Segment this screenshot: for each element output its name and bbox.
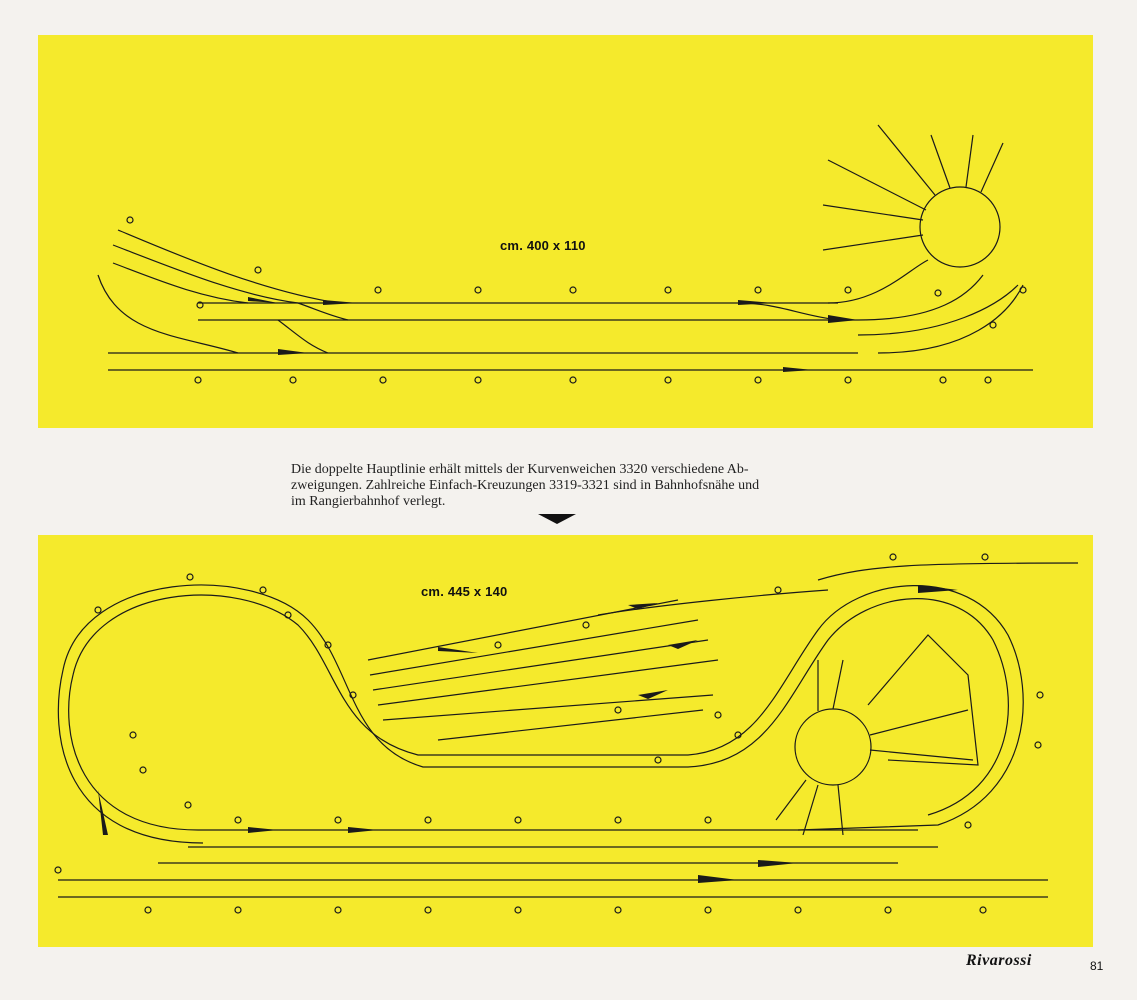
track-line <box>858 275 983 320</box>
track-line <box>118 230 338 303</box>
track-line <box>598 590 828 615</box>
track-line <box>823 205 923 220</box>
track-line <box>58 585 688 843</box>
track-line <box>981 143 1003 192</box>
signal-markers <box>55 554 1043 913</box>
roundhouse <box>868 635 978 765</box>
layout-dimensions-bottom: cm. 445 x 140 <box>421 584 508 599</box>
track-line <box>98 275 238 353</box>
track-line <box>278 320 328 353</box>
track-line <box>373 640 708 690</box>
track-line <box>838 785 843 835</box>
turnout-marks <box>248 297 858 372</box>
track-line <box>828 260 928 303</box>
track-line <box>823 235 923 250</box>
track-line <box>870 750 973 760</box>
track-line <box>966 135 973 187</box>
track-line <box>776 780 806 820</box>
turnout-marks <box>98 585 958 883</box>
caption-text <box>291 462 854 510</box>
layout-dimensions-top: cm. 400 x 110 <box>500 238 586 253</box>
track-line <box>69 595 688 830</box>
track-line <box>438 710 703 740</box>
track-line <box>870 710 968 735</box>
track-line <box>878 285 1023 353</box>
track-line <box>688 586 1023 830</box>
track-line <box>931 135 950 188</box>
page-number: 81 <box>1090 959 1104 973</box>
down-triangle-icon <box>538 514 576 524</box>
track-plan-bottom <box>38 535 1093 947</box>
turntable <box>795 709 871 785</box>
caption-line: Die doppelte Hauptlinie erhält mittels der Kurvenweichen 3320 verschiedene Ab- <box>291 462 749 477</box>
track-line <box>833 660 843 709</box>
track-line <box>688 599 1008 815</box>
caption-line: zweigungen. Zahlreiche Einfach-Kreuzungen 3319-3321 sind in Bahnhofsnähe und <box>291 478 760 493</box>
track-diagram-bottom <box>38 535 1093 947</box>
track-line <box>383 695 713 720</box>
brand-logo: Rivarossi <box>966 952 1032 969</box>
track-line <box>878 125 935 195</box>
track-diagram-top <box>38 35 1093 428</box>
track-line <box>298 303 348 320</box>
track-line <box>828 160 926 210</box>
track-line <box>738 303 838 320</box>
track-line <box>818 563 1078 580</box>
track-line <box>803 785 818 835</box>
track-plan-top <box>38 35 1093 428</box>
caption-line: im Rangierbahnhof verlegt. <box>291 494 446 509</box>
track-line <box>113 263 248 303</box>
turntable <box>920 187 1000 267</box>
